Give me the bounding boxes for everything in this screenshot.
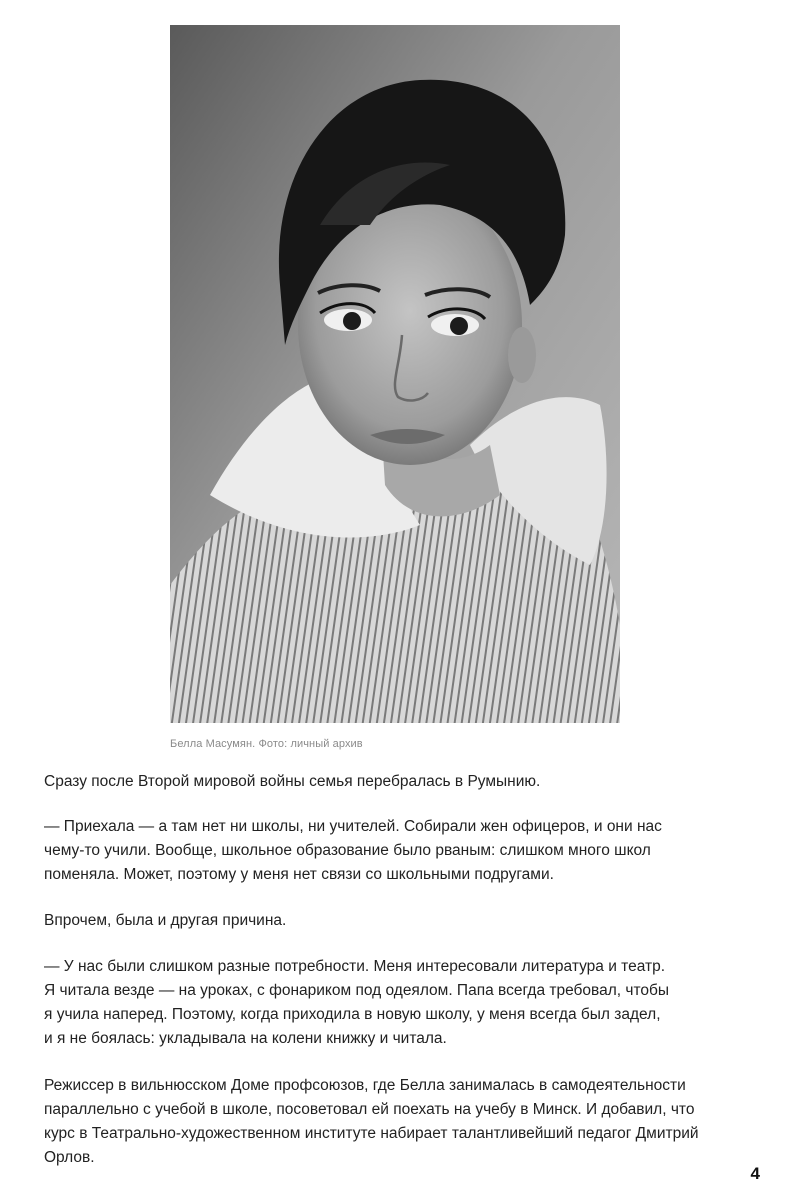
text-line: — Приехала — а там нет ни школы, ни учителей. Собирали жен офицеров, и они нас <box>44 818 662 835</box>
text-line: Режиссер в вильнюсском Доме профсоюзов, где Белла занималась в самодеятельности <box>44 1077 686 1094</box>
paragraph-2 <box>44 815 774 887</box>
portrait-photo <box>170 25 620 723</box>
text-line: чему-то учили. Вообще, школьное образование было рваным: слишком много школ <box>44 842 651 859</box>
paragraph-1 <box>44 770 774 794</box>
paragraph-3 <box>44 909 774 933</box>
text-line: Я читала везде — на уроках, с фонариком под одеялом. Папа всегда требовал, чтобы <box>44 982 670 999</box>
text-line: Впрочем, была и другая причина. <box>44 912 287 929</box>
text-line: я учила наперед. Поэтому, когда приходила в новую школу, у меня всегда был задел, <box>44 1006 661 1023</box>
photo-caption: Белла Масумян. Фото: личный архив <box>170 738 363 750</box>
text-line: курс в Театрально-художественном институте набирает талантливейший педагог Дмитрий <box>44 1125 699 1142</box>
text-line: — У нас были слишком разные потребности. Меня интересовали литература и театр. <box>44 958 666 975</box>
paragraph-4 <box>44 955 774 1051</box>
text-line: Орлов. <box>44 1149 95 1166</box>
text-line: Сразу после Второй мировой войны семья перебралась в Румынию. <box>44 773 541 790</box>
portrait-photo-icon <box>170 25 620 723</box>
paragraph-5 <box>44 1074 774 1170</box>
text-line: поменяла. Может, поэтому у меня нет связи со школьными подругами. <box>44 866 554 883</box>
text-line: параллельно с учебой в школе, посоветовал ей поехать на учебу в Минск. И добавил, что <box>44 1101 695 1118</box>
text-line: и я не боялась: укладывала на колени книжку и читала. <box>44 1030 447 1047</box>
page-number: 4 <box>750 1164 760 1183</box>
